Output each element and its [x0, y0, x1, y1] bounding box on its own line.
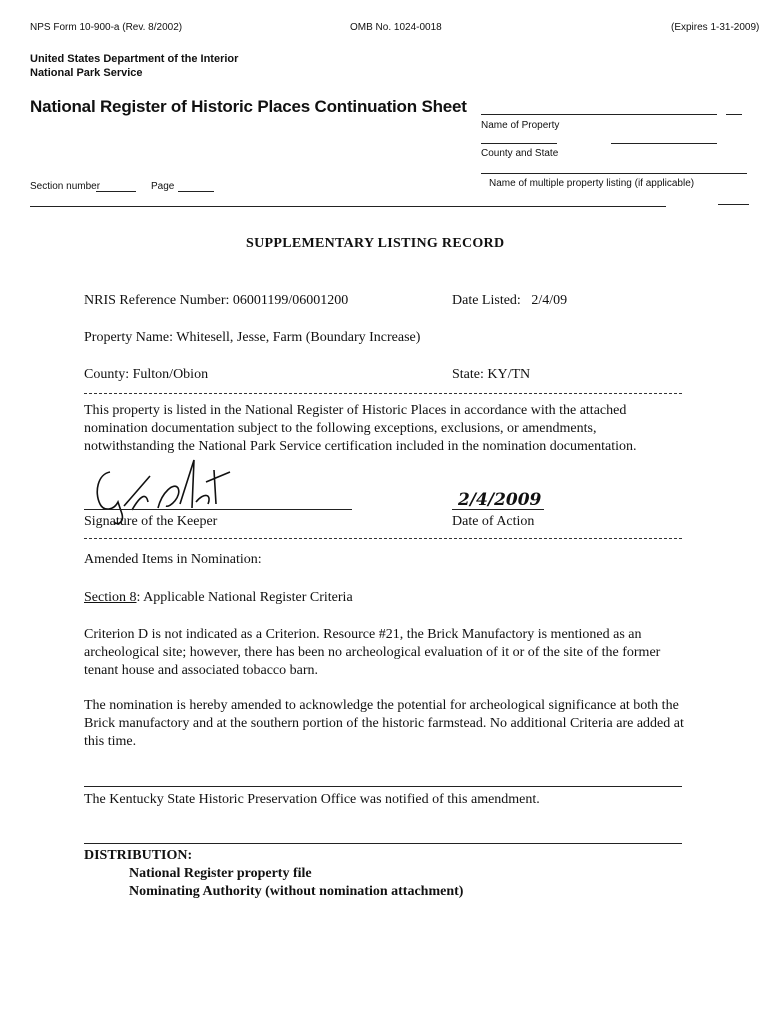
section-description: : Applicable National Register Criteria [136, 590, 353, 605]
county-state-line [611, 143, 717, 144]
signature-caption: Signature of the Keeper [84, 514, 218, 529]
date-listed [452, 292, 567, 310]
nris-value: 06001199/06001200 [232, 293, 349, 308]
amended-items-heading: Amended Items in Nomination: [84, 552, 262, 567]
section-number-label: Section number [30, 181, 101, 192]
notification-text: The Kentucky State Historic Preservation Office was notified of this amendment. [84, 792, 540, 807]
certification-text: This property is listed in the National Register of Historic Places in accordance with the attached nomination documentation subject to the following exceptions, exclusions, or amendments, notwithstanding the National Park Service certification included in the nomination documentation. [84, 403, 637, 454]
section-label: Section 8 [84, 590, 137, 605]
form-number: NPS Form 10-900-a (Rev. 8/2002) [30, 22, 183, 33]
multiple-listing-line [481, 173, 747, 174]
paragraph-amendment: The nomination is hereby amended to acknowledge the potential for archeological significance at both the Brick manufactory and at the southern portion of the historic farmstead. No additional Criteria are added at this time. [84, 698, 684, 749]
agency-name: National Park Service [30, 67, 143, 79]
section-number-line [96, 191, 136, 192]
property-name: Property Name: Whitesell, Jesse, Farm (Boundary Increase) [84, 330, 421, 345]
header-divider-end [718, 204, 749, 205]
state: State: KY/TN [452, 367, 531, 382]
page-label: Page [151, 181, 175, 192]
handwritten-date: 2/4/2009 [458, 490, 542, 510]
distribution-heading: DISTRIBUTION: [84, 848, 193, 863]
nris-reference [84, 292, 348, 310]
county-state-label: County and State [481, 148, 559, 159]
date-listed-label: Date Listed: [452, 293, 521, 308]
name-of-property-label: Name of Property [481, 120, 560, 131]
date-action-caption: Date of Action [452, 514, 535, 529]
page-title: National Register of Historic Places Continuation Sheet [30, 97, 467, 116]
multiple-listing-label: Name of multiple property listing (if applicable) [489, 178, 695, 189]
expiration-date: (Expires 1-31-2009) [671, 22, 760, 33]
distribution-rule [84, 843, 682, 844]
omb-number: OMB No. 1024-0018 [350, 22, 442, 33]
name-of-property-line-end [726, 114, 742, 115]
county-state-line-left [481, 143, 557, 144]
date-listed-value: 2/4/09 [531, 293, 568, 308]
nris-label: NRIS Reference Number: [84, 293, 230, 308]
paragraph-criterion: Criterion D is not indicated as a Criterion. Resource #21, the Brick Manufactory is mentioned as an archeological site; however, there has been no archeological evaluation of it or of the site of the former tenant house and associated tobacco barn. [84, 627, 661, 678]
date-action-line [452, 509, 544, 510]
name-of-property-line [481, 114, 717, 115]
department-name: United States Department of the Interior [30, 53, 239, 65]
distribution-item: Nominating Authority (without nomination attachment) [129, 884, 464, 899]
county: County: Fulton/Obion [84, 367, 209, 382]
distribution-item: National Register property file [129, 866, 312, 881]
page-line [178, 191, 214, 192]
signature-line [84, 509, 352, 510]
dashed-divider-top [84, 393, 682, 394]
record-heading: SUPPLEMENTARY LISTING RECORD [246, 236, 505, 251]
dashed-divider-bottom [84, 538, 682, 539]
notification-rule-top [84, 786, 682, 787]
section-reference [84, 589, 353, 607]
header-divider [30, 206, 666, 207]
